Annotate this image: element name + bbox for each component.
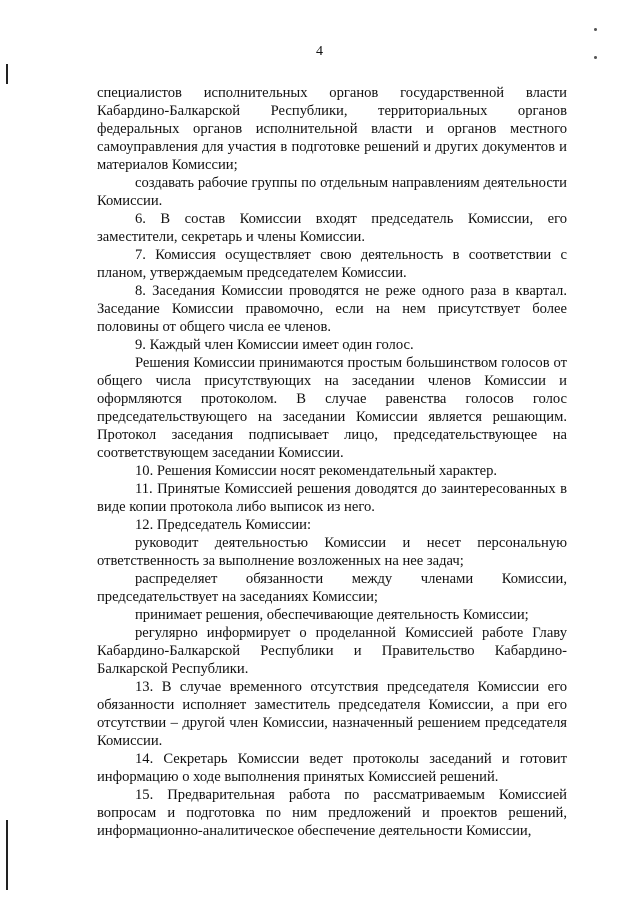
left-edge-scan-mark xyxy=(6,820,8,890)
paragraph: 13. В случае временного отсутствия председателя Комиссии его обязанности исполняет заместитель председателя Комиссии, а при его отсутствии – другой член Комиссии, назначенный решением председателя Комиссии. xyxy=(97,679,567,749)
paragraph: 15. Предварительная работа по рассматриваемым Комиссией вопросам и подготовка по ним предложений и проектов решений, информационно-аналитическое обеспечение деятельности Комиссии, xyxy=(97,787,567,839)
paragraph: 11. Принятые Комиссией решения доводятся до заинтересованных в виде копии протокола либо выписок из него. xyxy=(97,481,567,515)
paragraph: 12. Председатель Комиссии: xyxy=(135,517,312,533)
page-number: 4 xyxy=(316,44,323,59)
scan-dot xyxy=(594,28,597,31)
document-body xyxy=(97,84,567,840)
paragraph: 6. В состав Комиссии входят председатель Комиссии, его заместители, секретарь и члены Комиссии. xyxy=(97,211,567,245)
paragraph: 7. Комиссия осуществляет свою деятельность в соответствии с планом, утверждаемым председателем Комиссии. xyxy=(97,247,567,281)
paragraph: принимает решения, обеспечивающие деятельность Комиссии; xyxy=(135,607,529,623)
paragraph: 10. Решения Комиссии носят рекомендательный характер. xyxy=(135,463,498,479)
paragraph: 9. Каждый член Комиссии имеет один голос. xyxy=(135,337,414,353)
paragraph: создавать рабочие группы по отдельным направлениям деятельности Комиссии. xyxy=(97,175,567,209)
paragraph: распределяет обязанности между членами Комиссии, председательствует на заседаниях Комиссии; xyxy=(97,571,567,605)
scan-dot xyxy=(594,56,597,59)
paragraph: специалистов исполнительных органов государственной власти Кабардино-Балкарской Республики, территориальных органов федеральных органов исполнительной власти и органов местного самоуправления для участия в подготовке решений и других документов и материалов Комиссии; xyxy=(97,85,567,173)
paragraph: 8. Заседания Комиссии проводятся не реже одного раза в квартал. Заседание Комиссии правомочно, если на нем присутствует более половины от общего числа ее членов. xyxy=(97,283,567,335)
paragraph: Решения Комиссии принимаются простым большинством голосов от общего числа присутствующих на заседании членов Комиссии и оформляются протоколом. В случае равенства голосов голос председательствующего на заседании Комиссии является решающим. Протокол заседания подписывает лицо, председательствующее на соответствующем заседании Комиссии. xyxy=(97,355,567,461)
left-edge-scan-mark xyxy=(6,64,8,84)
paragraph: регулярно информирует о проделанной Комиссией работе Главу Кабардино-Балкарской Республики и Правительство Кабардино-Балкарской Республики. xyxy=(97,625,567,677)
paragraph: 14. Секретарь Комиссии ведет протоколы заседаний и готовит информацию о ходе выполнения принятых Комиссией решений. xyxy=(97,751,567,785)
paragraph: руководит деятельностью Комиссии и несет персональную ответственность за выполнение возложенных на нее задач; xyxy=(97,535,567,569)
